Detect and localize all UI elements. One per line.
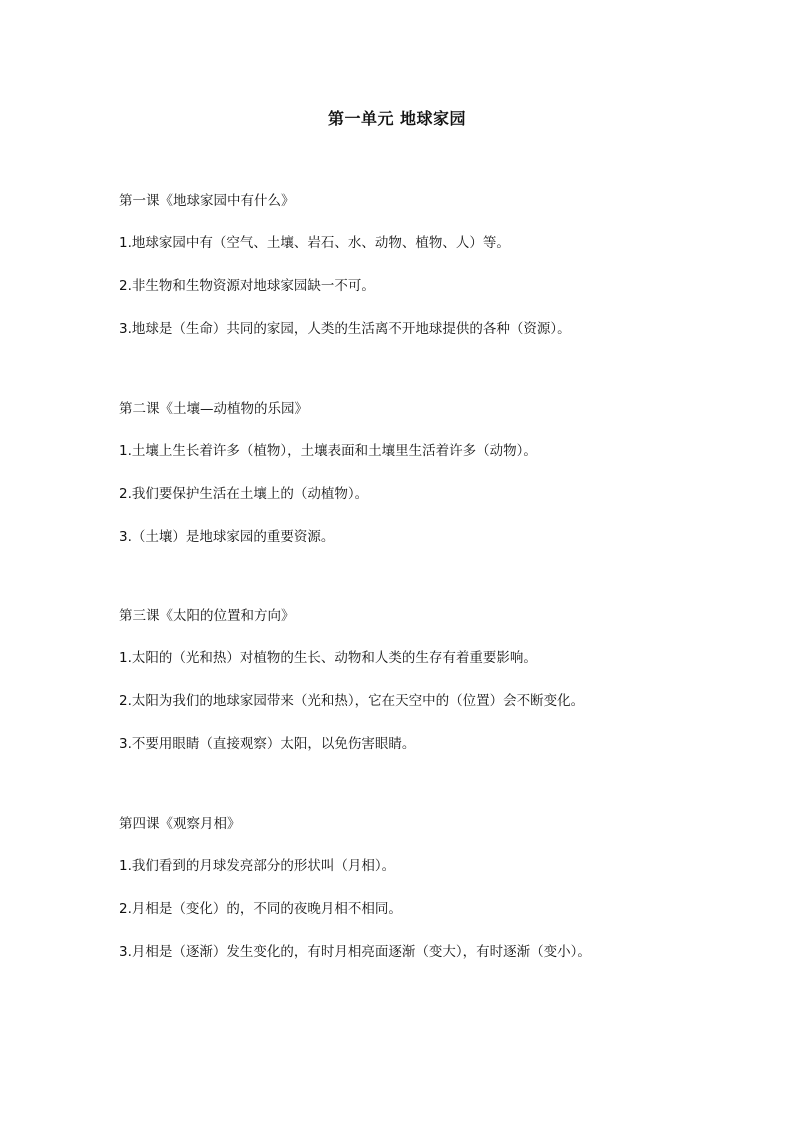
lesson-item: 2.太阳为我们的地球家园带来（光和热），它在天空中的（位置）会不断变化。 <box>119 693 585 709</box>
lesson-title: 第一课《地球家园中有什么》 <box>119 193 295 209</box>
lesson-item: 2.我们要保护生活在土壤上的（动植物）。 <box>119 486 369 502</box>
lesson-section-1 <box>119 191 699 339</box>
lesson-title: 第三课《太阳的位置和方向》 <box>119 608 295 624</box>
lesson-item: 3.不要用眼睛（直接观察）太阳，以免伤害眼睛。 <box>119 736 416 752</box>
lesson-item: 3.月相是（逐渐）发生变化的，有时月相亮面逐渐（变大），有时逐渐（变小）。 <box>119 944 591 960</box>
lesson-item: 1.地球家园中有（空气、土壤、岩石、水、动物、植物、人）等。 <box>119 235 510 251</box>
lesson-title: 第四课《观察月相》 <box>119 816 241 832</box>
lesson-title: 第二课《土壤—动植物的乐园》 <box>119 401 308 417</box>
lesson-item: 1.我们看到的月球发亮部分的形状叫（月相）。 <box>119 858 396 874</box>
lesson-item: 3.（土壤）是地球家园的重要资源。 <box>119 529 335 545</box>
lesson-item: 1.土壤上生长着许多（植物），土壤表面和土壤里生活着许多（动物）。 <box>119 443 537 459</box>
lesson-item: 3.地球是（生命）共同的家园，人类的生活离不开地球提供的各种（资源）。 <box>119 321 571 337</box>
lesson-item: 2.月相是（变化）的，不同的夜晚月相不相同。 <box>119 901 402 917</box>
lesson-section-4 <box>119 814 699 962</box>
page-title: 第一单元 地球家园 <box>327 109 467 128</box>
lesson-section-3 <box>119 606 699 754</box>
lesson-section-2 <box>119 399 699 547</box>
lesson-item: 1.太阳的（光和热）对植物的生长、动物和人类的生存有着重要影响。 <box>119 650 537 666</box>
lesson-item: 2.非生物和生物资源对地球家园缺一不可。 <box>119 278 375 294</box>
